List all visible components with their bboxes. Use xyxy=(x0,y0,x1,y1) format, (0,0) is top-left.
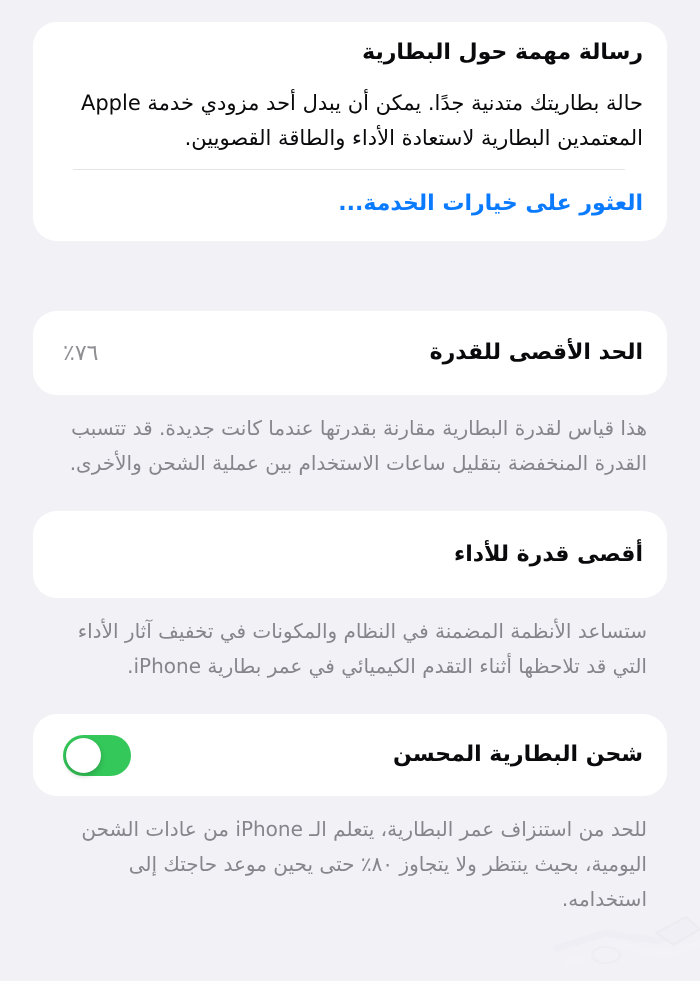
optimized-charging-row xyxy=(33,714,667,796)
battery-message-body: حالة بطاريتك متدنية جدًا. يمكن أن يبدل أحد مزودي خدمة Apple المعتمدين البطارية لاستعادة الأداء والطاقة القصويين. xyxy=(80,91,643,150)
peak-performance-footnote: ستساعد الأنظمة المضمنة في النظام والمكونات في تخفيف آثار الأداء التي قد تلاحظها أثناء التقدم الكيميائي في عمر بطارية iPhone. xyxy=(77,619,647,678)
maximum-capacity-row xyxy=(33,311,667,395)
battery-message-card xyxy=(33,22,667,241)
maximum-capacity-label: الحد الأقصى للقدرة xyxy=(429,340,643,365)
battery-message-title: رسالة مهمة حول البطارية xyxy=(362,40,643,65)
peak-performance-label: أقصى قدرة للأداء xyxy=(453,541,643,567)
optimized-charging-footnote: للحد من استنزاف عمر البطارية، يتعلم الـ iPhone من عادات الشحن اليومية، بحيث ينتظر ولا يتجاوز ٨٠٪ حتى يحين موعد حاجتك إلى استخدامه. xyxy=(81,817,647,911)
optimized-charging-toggle[interactable] xyxy=(63,735,131,776)
maximum-capacity-footnote: هذا قياس لقدرة البطارية مقارنة بقدرتها عندما كانت جديدة. قد تتسبب القدرة المنخفضة بتقليل ساعات الاستخدام بين عملية الشحن والأخرى. xyxy=(69,416,647,475)
maximum-capacity-value: ٧٦٪ xyxy=(63,340,99,366)
find-service-options-link[interactable]: العثور على خيارات الخدمة... xyxy=(338,191,643,216)
peak-performance-row xyxy=(33,511,667,598)
toggle-knob-icon xyxy=(66,738,101,773)
optimized-charging-label: شحن البطارية المحسن xyxy=(393,742,643,767)
